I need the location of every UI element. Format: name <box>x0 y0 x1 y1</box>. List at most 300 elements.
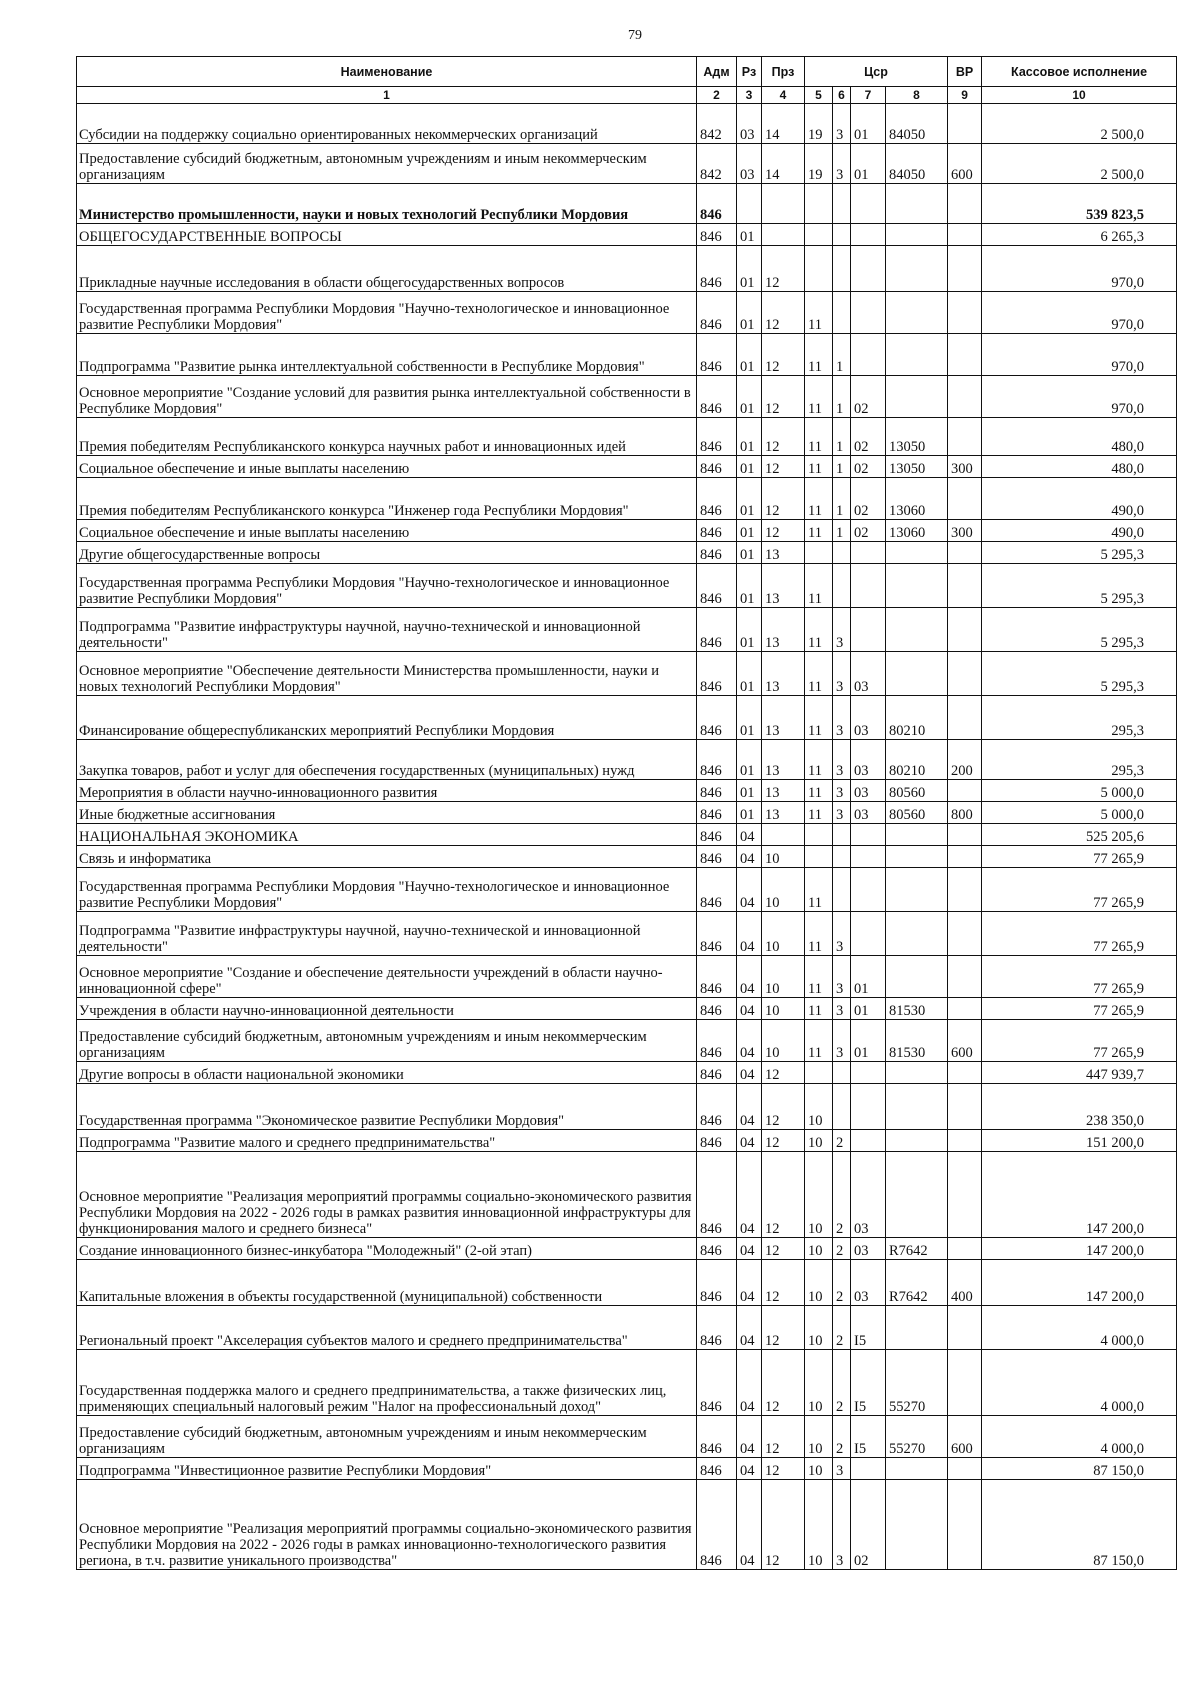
row-csr-program: 19 <box>805 144 833 184</box>
row-name: Основное мероприятие "Реализация мероприятий программы социально-экономического развития Республики Мордовия на 2022 - 2026 годы в рамках инновационно-технологического развития региона, в т.ч. развитие уникального производства" <box>77 1480 697 1570</box>
row-exec-value: 4 000,0 <box>982 1416 1177 1458</box>
row-csr-program: 10 <box>805 1416 833 1458</box>
row-adm: 846 <box>697 1062 737 1084</box>
row-rz: 01 <box>737 564 762 608</box>
row-csr-event: 01 <box>851 998 886 1020</box>
row-prz: 12 <box>762 376 805 418</box>
row-csr-direction: 80560 <box>886 780 948 802</box>
row-csr-program <box>805 824 833 846</box>
row-prz: 12 <box>762 1458 805 1480</box>
row-rz: 04 <box>737 1062 762 1084</box>
row-csr-program: 11 <box>805 912 833 956</box>
row-name: Капитальные вложения в объекты государственной (муниципальной) собственности <box>77 1260 697 1306</box>
row-csr-event: 02 <box>851 520 886 542</box>
row-csr-subprogram: 2 <box>833 1130 851 1152</box>
row-adm: 846 <box>697 1480 737 1570</box>
row-prz: 13 <box>762 696 805 740</box>
row-csr-subprogram <box>833 846 851 868</box>
row-vr <box>948 1458 982 1480</box>
row-exec-value: 5 000,0 <box>982 780 1177 802</box>
row-name: Региональный проект "Акселерация субъектов малого и среднего предпринимательства" <box>77 1306 697 1350</box>
row-csr-program: 11 <box>805 780 833 802</box>
row-csr-direction: 84050 <box>886 144 948 184</box>
table-row <box>77 184 1177 224</box>
row-prz: 13 <box>762 780 805 802</box>
row-csr-program: 10 <box>805 1152 833 1238</box>
col-number: 10 <box>982 87 1177 104</box>
row-exec-value: 480,0 <box>982 418 1177 456</box>
row-adm: 846 <box>697 1238 737 1260</box>
row-rz: 01 <box>737 740 762 780</box>
row-csr-event: 03 <box>851 1238 886 1260</box>
row-rz: 04 <box>737 1260 762 1306</box>
row-csr-direction <box>886 1306 948 1350</box>
row-adm: 846 <box>697 1306 737 1350</box>
row-rz: 01 <box>737 542 762 564</box>
row-csr-event: 01 <box>851 956 886 998</box>
row-name: Подпрограмма "Инвестиционное развитие Республики Мордовия" <box>77 1458 697 1480</box>
row-csr-event: 01 <box>851 1020 886 1062</box>
header-name: Наименование <box>77 57 697 87</box>
row-csr-program <box>805 246 833 292</box>
row-exec-value: 970,0 <box>982 376 1177 418</box>
row-csr-subprogram <box>833 824 851 846</box>
row-csr-subprogram: 3 <box>833 1480 851 1570</box>
row-csr-subprogram: 1 <box>833 418 851 456</box>
row-vr <box>948 998 982 1020</box>
row-csr-subprogram <box>833 292 851 334</box>
row-exec-value: 295,3 <box>982 740 1177 780</box>
row-prz: 12 <box>762 1130 805 1152</box>
row-csr-event: 01 <box>851 144 886 184</box>
table-row <box>77 144 1177 184</box>
row-vr <box>948 824 982 846</box>
col-number: 4 <box>762 87 805 104</box>
row-adm: 846 <box>697 696 737 740</box>
row-prz: 13 <box>762 802 805 824</box>
row-csr-program: 10 <box>805 1350 833 1416</box>
row-csr-direction <box>886 652 948 696</box>
row-csr-subprogram: 3 <box>833 998 851 1020</box>
table-row <box>77 1130 1177 1152</box>
row-csr-program: 11 <box>805 418 833 456</box>
table-row <box>77 1084 1177 1130</box>
row-vr: 800 <box>948 802 982 824</box>
row-csr-subprogram: 2 <box>833 1260 851 1306</box>
row-vr <box>948 846 982 868</box>
row-rz: 04 <box>737 1020 762 1062</box>
table-row <box>77 1416 1177 1458</box>
row-csr-event: 02 <box>851 376 886 418</box>
row-csr-direction <box>886 376 948 418</box>
row-prz: 12 <box>762 1084 805 1130</box>
row-prz: 10 <box>762 998 805 1020</box>
table-row <box>77 1458 1177 1480</box>
row-csr-subprogram: 2 <box>833 1416 851 1458</box>
row-exec-value: 490,0 <box>982 478 1177 520</box>
row-prz <box>762 184 805 224</box>
row-rz: 01 <box>737 246 762 292</box>
row-rz: 04 <box>737 1350 762 1416</box>
row-prz: 13 <box>762 564 805 608</box>
row-csr-direction <box>886 1152 948 1238</box>
row-adm: 846 <box>697 478 737 520</box>
row-csr-direction: R7642 <box>886 1260 948 1306</box>
row-csr-direction <box>886 564 948 608</box>
row-csr-event: 03 <box>851 780 886 802</box>
row-name: Основное мероприятие "Создание и обеспечение деятельности учреждений в области научно-инновационной сфере" <box>77 956 697 998</box>
row-csr-direction: 81530 <box>886 998 948 1020</box>
row-csr-direction: 13060 <box>886 478 948 520</box>
row-exec-value: 295,3 <box>982 696 1177 740</box>
col-number: 8 <box>886 87 948 104</box>
row-exec-value: 4 000,0 <box>982 1306 1177 1350</box>
row-csr-program: 11 <box>805 998 833 1020</box>
table-row <box>77 780 1177 802</box>
row-csr-program: 10 <box>805 1306 833 1350</box>
row-adm: 846 <box>697 1084 737 1130</box>
row-prz: 10 <box>762 868 805 912</box>
row-csr-event <box>851 334 886 376</box>
col-number: 7 <box>851 87 886 104</box>
row-exec-value: 2 500,0 <box>982 104 1177 144</box>
header-csr: Цср <box>805 57 948 87</box>
row-exec-value: 147 200,0 <box>982 1152 1177 1238</box>
row-exec-value: 525 205,6 <box>982 824 1177 846</box>
row-csr-event: 03 <box>851 802 886 824</box>
row-rz: 01 <box>737 334 762 376</box>
row-name: НАЦИОНАЛЬНАЯ ЭКОНОМИКА <box>77 824 697 846</box>
row-vr <box>948 912 982 956</box>
row-csr-direction <box>886 824 948 846</box>
row-exec-value: 77 265,9 <box>982 868 1177 912</box>
row-csr-direction: 55270 <box>886 1416 948 1458</box>
row-vr: 600 <box>948 1020 982 1062</box>
row-rz: 03 <box>737 144 762 184</box>
row-name: Основное мероприятие "Реализация мероприятий программы социально-экономического развития Республики Мордовия на 2022 - 2026 годы в рамках развития инновационной инфраструктуры для функционирования малого и среднего бизнеса" <box>77 1152 697 1238</box>
row-csr-direction <box>886 1084 948 1130</box>
row-adm: 846 <box>697 740 737 780</box>
row-vr <box>948 1130 982 1152</box>
row-name: Социальное обеспечение и иные выплаты населению <box>77 456 697 478</box>
table-row <box>77 104 1177 144</box>
row-vr <box>948 376 982 418</box>
header-exec: Кассовое исполнение <box>982 57 1177 87</box>
table-row <box>77 956 1177 998</box>
row-csr-event <box>851 1130 886 1152</box>
row-prz: 12 <box>762 334 805 376</box>
row-rz: 01 <box>737 292 762 334</box>
table-row <box>77 520 1177 542</box>
row-adm: 846 <box>697 564 737 608</box>
header-prz: Прз <box>762 57 805 87</box>
row-vr <box>948 418 982 456</box>
row-csr-direction <box>886 184 948 224</box>
row-csr-subprogram: 1 <box>833 334 851 376</box>
row-exec-value: 5 000,0 <box>982 802 1177 824</box>
row-rz: 01 <box>737 456 762 478</box>
row-csr-program: 19 <box>805 104 833 144</box>
row-vr: 300 <box>948 456 982 478</box>
row-exec-value: 238 350,0 <box>982 1084 1177 1130</box>
row-name: Основное мероприятие "Создание условий для развития рынка интеллектуальной собственности в Республике Мордовия" <box>77 376 697 418</box>
row-name: Связь и информатика <box>77 846 697 868</box>
row-csr-direction <box>886 224 948 246</box>
row-csr-direction <box>886 956 948 998</box>
row-csr-program: 11 <box>805 608 833 652</box>
row-csr-program: 11 <box>805 456 833 478</box>
row-csr-direction: 13060 <box>886 520 948 542</box>
row-csr-program: 11 <box>805 802 833 824</box>
row-exec-value: 77 265,9 <box>982 956 1177 998</box>
row-vr <box>948 1152 982 1238</box>
row-csr-program: 10 <box>805 1238 833 1260</box>
table-row <box>77 824 1177 846</box>
row-csr-event <box>851 292 886 334</box>
row-name: Подпрограмма "Развитие малого и среднего предпринимательства" <box>77 1130 697 1152</box>
row-vr <box>948 184 982 224</box>
row-exec-value: 970,0 <box>982 334 1177 376</box>
row-prz: 12 <box>762 1238 805 1260</box>
row-prz: 10 <box>762 846 805 868</box>
row-csr-subprogram <box>833 1062 851 1084</box>
col-number: 6 <box>833 87 851 104</box>
row-vr <box>948 542 982 564</box>
row-prz: 12 <box>762 1480 805 1570</box>
row-adm: 846 <box>697 1416 737 1458</box>
row-rz: 01 <box>737 478 762 520</box>
row-csr-subprogram: 3 <box>833 1458 851 1480</box>
budget-table <box>76 56 1177 1570</box>
row-rz <box>737 184 762 224</box>
row-vr <box>948 608 982 652</box>
row-csr-event <box>851 564 886 608</box>
row-csr-program: 10 <box>805 1480 833 1570</box>
row-name: Другие общегосударственные вопросы <box>77 542 697 564</box>
row-prz: 14 <box>762 104 805 144</box>
table-row <box>77 542 1177 564</box>
row-vr: 600 <box>948 1416 982 1458</box>
row-prz: 12 <box>762 1416 805 1458</box>
row-name: Социальное обеспечение и иные выплаты населению <box>77 520 697 542</box>
row-rz: 01 <box>737 652 762 696</box>
row-csr-subprogram: 3 <box>833 652 851 696</box>
table-row <box>77 652 1177 696</box>
row-csr-event: 03 <box>851 740 886 780</box>
row-prz: 13 <box>762 652 805 696</box>
row-vr <box>948 696 982 740</box>
row-name: Финансирование общереспубликанских мероприятий Республики Мордовия <box>77 696 697 740</box>
row-csr-subprogram <box>833 564 851 608</box>
row-csr-direction <box>886 334 948 376</box>
row-csr-direction: 13050 <box>886 418 948 456</box>
row-csr-event: 02 <box>851 1480 886 1570</box>
row-csr-subprogram: 2 <box>833 1306 851 1350</box>
row-csr-event: 02 <box>851 418 886 456</box>
row-adm: 846 <box>697 1152 737 1238</box>
row-csr-direction: 13050 <box>886 456 948 478</box>
row-csr-subprogram: 3 <box>833 780 851 802</box>
table-row <box>77 998 1177 1020</box>
row-adm: 846 <box>697 246 737 292</box>
header-row <box>77 57 1177 87</box>
row-csr-program: 11 <box>805 292 833 334</box>
row-csr-event: 03 <box>851 1260 886 1306</box>
row-prz: 12 <box>762 520 805 542</box>
row-exec-value: 2 500,0 <box>982 144 1177 184</box>
row-name: Подпрограмма "Развитие инфраструктуры научной, научно-технической и инновационной деятельности" <box>77 912 697 956</box>
row-csr-program <box>805 846 833 868</box>
row-csr-direction <box>886 292 948 334</box>
row-prz: 13 <box>762 740 805 780</box>
row-prz: 14 <box>762 144 805 184</box>
col-number: 9 <box>948 87 982 104</box>
row-rz: 04 <box>737 1152 762 1238</box>
row-exec-value: 87 150,0 <box>982 1480 1177 1570</box>
row-name: Государственная программа Республики Мордовия "Научно-технологическое и инновационное развитие Республики Мордовия" <box>77 868 697 912</box>
row-exec-value: 147 200,0 <box>982 1238 1177 1260</box>
row-csr-event: 03 <box>851 1152 886 1238</box>
row-adm: 846 <box>697 956 737 998</box>
row-rz: 01 <box>737 802 762 824</box>
row-adm: 846 <box>697 542 737 564</box>
row-vr <box>948 1480 982 1570</box>
table-row <box>77 1152 1177 1238</box>
row-csr-program: 10 <box>805 1130 833 1152</box>
row-rz: 04 <box>737 1458 762 1480</box>
row-rz: 04 <box>737 824 762 846</box>
row-csr-direction: 80210 <box>886 696 948 740</box>
row-csr-direction: 84050 <box>886 104 948 144</box>
row-csr-event: I5 <box>851 1416 886 1458</box>
row-csr-event <box>851 246 886 292</box>
row-csr-subprogram: 3 <box>833 696 851 740</box>
row-vr <box>948 478 982 520</box>
row-adm: 846 <box>697 608 737 652</box>
row-csr-event <box>851 1062 886 1084</box>
row-adm: 846 <box>697 184 737 224</box>
table-row <box>77 1350 1177 1416</box>
column-number-row <box>77 87 1177 104</box>
table-row <box>77 1020 1177 1062</box>
row-csr-program: 11 <box>805 652 833 696</box>
row-name: Предоставление субсидий бюджетным, автономным учреждениям и иным некоммерческим организациям <box>77 1020 697 1062</box>
table-row <box>77 334 1177 376</box>
row-adm: 846 <box>697 868 737 912</box>
row-name: Закупка товаров, работ и услуг для обеспечения государственных (муниципальных) нужд <box>77 740 697 780</box>
table-row <box>77 696 1177 740</box>
row-csr-program: 11 <box>805 334 833 376</box>
row-csr-program: 11 <box>805 740 833 780</box>
table-row <box>77 740 1177 780</box>
row-prz: 12 <box>762 292 805 334</box>
row-adm: 846 <box>697 1020 737 1062</box>
row-vr: 400 <box>948 1260 982 1306</box>
row-vr <box>948 104 982 144</box>
row-csr-subprogram: 1 <box>833 520 851 542</box>
row-prz: 12 <box>762 1062 805 1084</box>
row-vr <box>948 956 982 998</box>
row-name: ОБЩЕГОСУДАРСТВЕННЫЕ ВОПРОСЫ <box>77 224 697 246</box>
row-vr <box>948 780 982 802</box>
row-rz: 04 <box>737 1084 762 1130</box>
row-name: Государственная программа "Экономическое развитие Республики Мордовия" <box>77 1084 697 1130</box>
row-prz: 12 <box>762 1260 805 1306</box>
table-row <box>77 912 1177 956</box>
row-csr-direction <box>886 1062 948 1084</box>
row-name: Государственная поддержка малого и среднего предпринимательства, а также физических лиц, применяющих специальный налоговый режим "Налог на профессиональный доход" <box>77 1350 697 1416</box>
row-exec-value: 77 265,9 <box>982 998 1177 1020</box>
row-rz: 01 <box>737 780 762 802</box>
row-name: Государственная программа Республики Мордовия "Научно-технологическое и инновационное развитие Республики Мордовия" <box>77 564 697 608</box>
row-rz: 04 <box>737 1480 762 1570</box>
row-csr-event: 01 <box>851 104 886 144</box>
row-rz: 03 <box>737 104 762 144</box>
row-rz: 04 <box>737 956 762 998</box>
row-csr-direction <box>886 1458 948 1480</box>
row-csr-event: 03 <box>851 652 886 696</box>
row-csr-event <box>851 1084 886 1130</box>
row-csr-subprogram <box>833 868 851 912</box>
row-exec-value: 4 000,0 <box>982 1350 1177 1416</box>
table-row <box>77 376 1177 418</box>
table-row <box>77 246 1177 292</box>
row-rz: 04 <box>737 1130 762 1152</box>
row-prz <box>762 824 805 846</box>
row-name: Подпрограмма "Развитие рынка интеллектуальной собственности в Республике Мордовия" <box>77 334 697 376</box>
row-adm: 846 <box>697 334 737 376</box>
row-rz: 04 <box>737 1238 762 1260</box>
row-vr: 600 <box>948 144 982 184</box>
row-adm: 846 <box>697 652 737 696</box>
table-row <box>77 1238 1177 1260</box>
row-adm: 846 <box>697 456 737 478</box>
row-csr-event: I5 <box>851 1350 886 1416</box>
row-exec-value: 5 295,3 <box>982 652 1177 696</box>
row-csr-event: I5 <box>851 1306 886 1350</box>
row-exec-value: 5 295,3 <box>982 542 1177 564</box>
row-csr-direction <box>886 246 948 292</box>
row-adm: 846 <box>697 1130 737 1152</box>
table-row <box>77 478 1177 520</box>
row-rz: 01 <box>737 224 762 246</box>
row-csr-subprogram: 1 <box>833 456 851 478</box>
row-csr-program: 11 <box>805 696 833 740</box>
row-csr-subprogram <box>833 224 851 246</box>
row-csr-direction: 55270 <box>886 1350 948 1416</box>
row-name: Мероприятия в области научно-инновационного развития <box>77 780 697 802</box>
row-name: Министерство промышленности, науки и новых технологий Республики Мордовия <box>77 184 697 224</box>
row-vr <box>948 246 982 292</box>
row-prz: 10 <box>762 956 805 998</box>
row-csr-direction <box>886 846 948 868</box>
row-csr-subprogram <box>833 246 851 292</box>
row-csr-program: 11 <box>805 956 833 998</box>
row-adm: 842 <box>697 144 737 184</box>
row-name: Премия победителям Республиканского конкурса научных работ и инновационных идей <box>77 418 697 456</box>
row-csr-program: 11 <box>805 520 833 542</box>
row-exec-value: 87 150,0 <box>982 1458 1177 1480</box>
row-prz: 12 <box>762 1152 805 1238</box>
row-rz: 04 <box>737 846 762 868</box>
row-adm: 846 <box>697 418 737 456</box>
row-exec-value: 480,0 <box>982 456 1177 478</box>
row-name: Прикладные научные исследования в области общегосударственных вопросов <box>77 246 697 292</box>
row-name: Государственная программа Республики Мордовия "Научно-технологическое и инновационное развитие Республики Мордовия" <box>77 292 697 334</box>
table-row <box>77 456 1177 478</box>
row-csr-subprogram: 3 <box>833 144 851 184</box>
row-adm: 846 <box>697 1350 737 1416</box>
